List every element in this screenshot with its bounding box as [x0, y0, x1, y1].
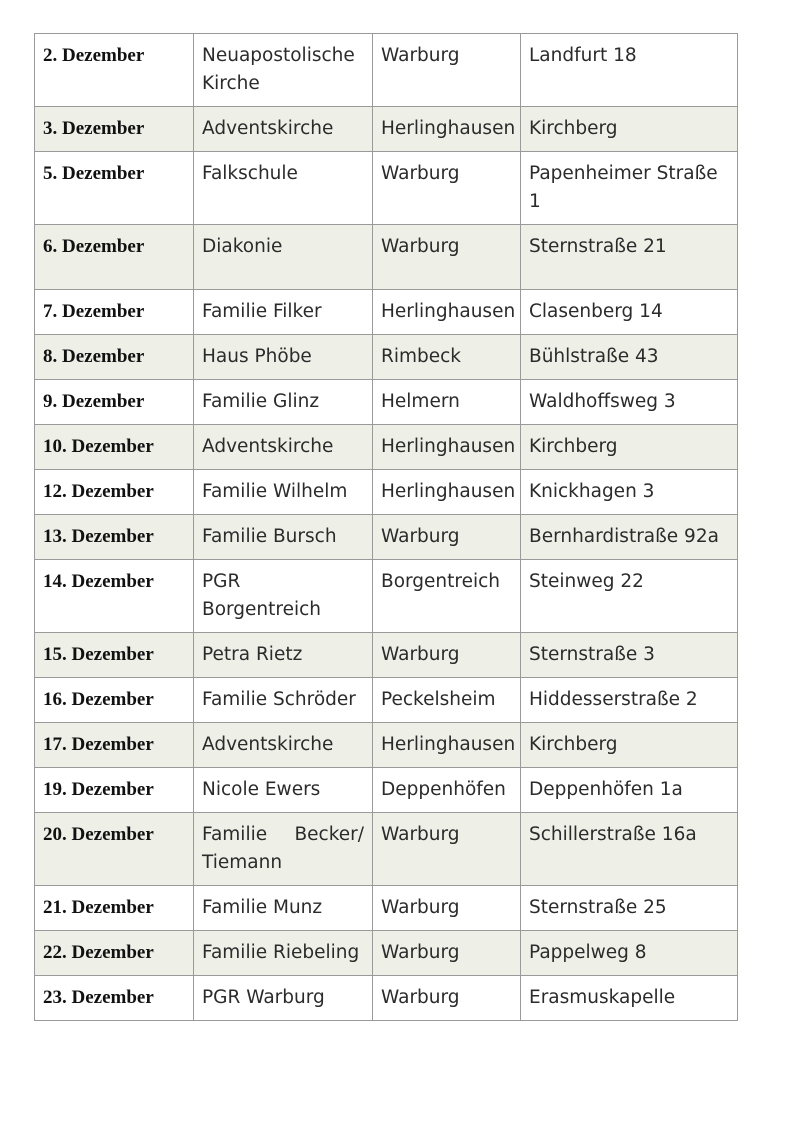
address-cell: Knickhagen 3 [521, 470, 738, 515]
table-row [35, 768, 738, 813]
place-cell: Helmern [373, 380, 521, 425]
host-cell: Familie Schröder [194, 678, 373, 723]
date-cell: 19. Dezember [35, 768, 194, 813]
date-cell: 23. Dezember [35, 976, 194, 1021]
table-row [35, 34, 738, 107]
host-cell: Familie Bursch [194, 515, 373, 560]
date-cell: 3. Dezember [35, 107, 194, 152]
date-cell: 8. Dezember [35, 335, 194, 380]
date-cell: 6. Dezember [35, 225, 194, 290]
host-cell: Familie Filker [194, 290, 373, 335]
table-row [35, 560, 738, 633]
date-cell: 21. Dezember [35, 886, 194, 931]
table-row [35, 813, 738, 886]
host-cell: Haus Phöbe [194, 335, 373, 380]
place-cell: Warburg [373, 225, 521, 290]
host-cell: Adventskirche [194, 425, 373, 470]
address-cell: Waldhoffsweg 3 [521, 380, 738, 425]
host-cell: Petra Rietz [194, 633, 373, 678]
date-cell: 17. Dezember [35, 723, 194, 768]
date-cell: 10. Dezember [35, 425, 194, 470]
host-cell: Falkschule [194, 152, 373, 225]
date-cell: 12. Dezember [35, 470, 194, 515]
host-cell: PGR Warburg [194, 976, 373, 1021]
address-cell: Kirchberg [521, 723, 738, 768]
date-cell: 5. Dezember [35, 152, 194, 225]
address-cell: Sternstraße 3 [521, 633, 738, 678]
table-row [35, 470, 738, 515]
host-cell: Familie Glinz [194, 380, 373, 425]
address-cell: Sternstraße 21 [521, 225, 738, 290]
table-row [35, 723, 738, 768]
address-cell: Hiddesserstraße 2 [521, 678, 738, 723]
date-cell: 15. Dezember [35, 633, 194, 678]
table-row [35, 633, 738, 678]
host-cell: Adventskirche [194, 107, 373, 152]
date-cell: 16. Dezember [35, 678, 194, 723]
place-cell: Warburg [373, 976, 521, 1021]
date-cell: 2. Dezember [35, 34, 194, 107]
host-cell: Diakonie [194, 225, 373, 290]
host-cell: Adventskirche [194, 723, 373, 768]
host-cell: Familie Wilhelm [194, 470, 373, 515]
table-row [35, 515, 738, 560]
table-row [35, 290, 738, 335]
table-row [35, 425, 738, 470]
place-cell: Herlinghausen [373, 425, 521, 470]
table-row [35, 931, 738, 976]
schedule-table [34, 33, 738, 1021]
place-cell: Warburg [373, 152, 521, 225]
place-cell: Herlinghausen [373, 723, 521, 768]
place-cell: Warburg [373, 34, 521, 107]
address-cell: Kirchberg [521, 107, 738, 152]
place-cell: Warburg [373, 515, 521, 560]
table-row [35, 380, 738, 425]
host-cell: Neuapostolische Kirche [194, 34, 373, 107]
table-row [35, 976, 738, 1021]
table-row [35, 107, 738, 152]
place-cell: Herlinghausen [373, 107, 521, 152]
place-cell: Rimbeck [373, 335, 521, 380]
date-cell: 7. Dezember [35, 290, 194, 335]
address-cell: Papenheimer Straße 1 [521, 152, 738, 225]
table-row [35, 225, 738, 290]
address-cell: Sternstraße 25 [521, 886, 738, 931]
host-cell: Familie Riebeling [194, 931, 373, 976]
place-cell: Warburg [373, 931, 521, 976]
address-cell: Landfurt 18 [521, 34, 738, 107]
address-cell: Bernhardistraße 92a [521, 515, 738, 560]
host-cell: PGR Borgentreich [194, 560, 373, 633]
place-cell: Warburg [373, 633, 521, 678]
table-row [35, 678, 738, 723]
place-cell: Peckelsheim [373, 678, 521, 723]
host-cell: Nicole Ewers [194, 768, 373, 813]
place-cell: Warburg [373, 886, 521, 931]
address-cell: Kirchberg [521, 425, 738, 470]
table-row [35, 335, 738, 380]
address-cell: Clasenberg 14 [521, 290, 738, 335]
address-cell: Schillerstraße 16a [521, 813, 738, 886]
place-cell: Borgentreich [373, 560, 521, 633]
date-cell: 9. Dezember [35, 380, 194, 425]
address-cell: Erasmuskapelle [521, 976, 738, 1021]
address-cell: Steinweg 22 [521, 560, 738, 633]
place-cell: Deppenhöfen [373, 768, 521, 813]
table-row [35, 886, 738, 931]
date-cell: 20. Dezember [35, 813, 194, 886]
place-cell: Warburg [373, 813, 521, 886]
place-cell: Herlinghausen [373, 470, 521, 515]
date-cell: 13. Dezember [35, 515, 194, 560]
table-row [35, 152, 738, 225]
address-cell: Deppenhöfen 1a [521, 768, 738, 813]
date-cell: 14. Dezember [35, 560, 194, 633]
address-cell: Pappelweg 8 [521, 931, 738, 976]
address-cell: Bühlstraße 43 [521, 335, 738, 380]
date-cell: 22. Dezember [35, 931, 194, 976]
host-cell: Familie Becker/ Tiemann [194, 813, 373, 886]
host-cell: Familie Munz [194, 886, 373, 931]
place-cell: Herlinghausen [373, 290, 521, 335]
